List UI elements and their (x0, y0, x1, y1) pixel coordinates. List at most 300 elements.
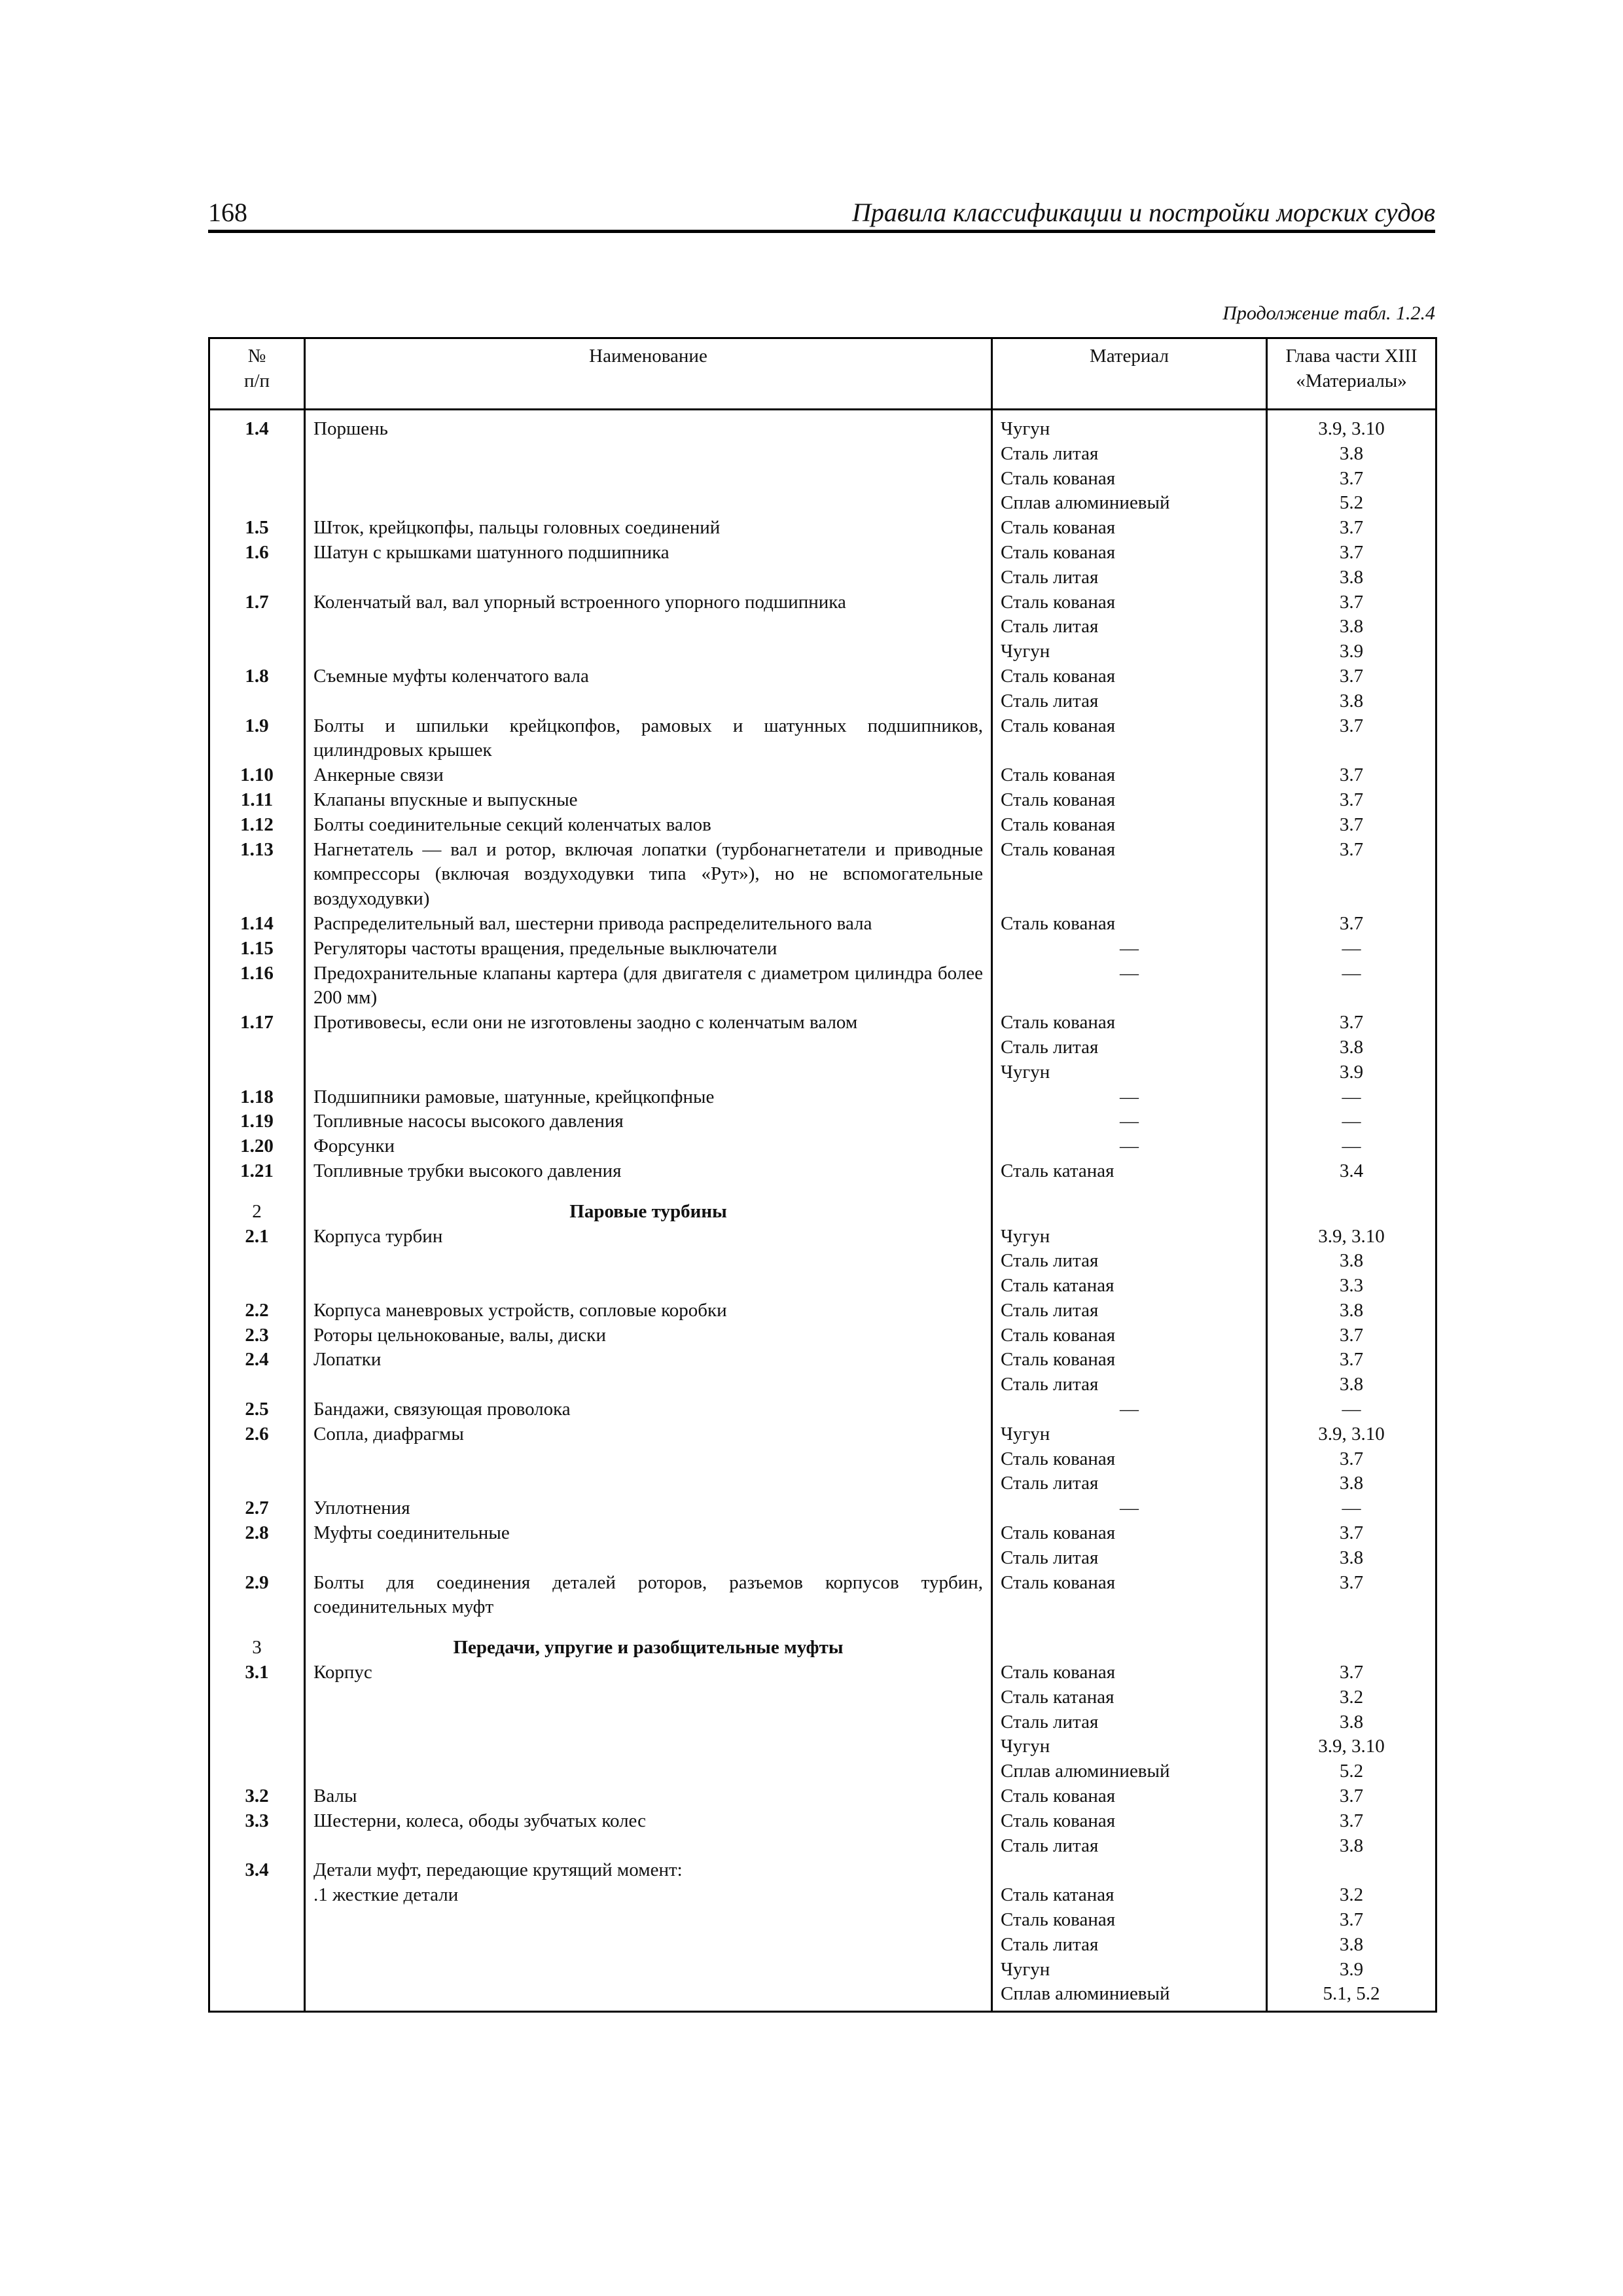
table-header-row (209, 338, 1436, 410)
chapter-value: 3.7 (1339, 1810, 1364, 1831)
material-value: Сталь литая (1001, 1250, 1099, 1272)
material-cell (992, 1159, 1267, 1184)
item-name-text: Шестерни, колеса, ободы зубчатых колес (313, 1810, 647, 1831)
chapter-cell (1267, 1422, 1436, 1496)
material-value: Чугун (1001, 1958, 1050, 1980)
chapter-cell (1267, 1225, 1436, 1299)
item-name-text: Регуляторы частоты вращения, предельные выключатели (313, 937, 777, 959)
chapter-value: 3.7 (1339, 838, 1364, 860)
section-title (305, 1636, 992, 1660)
chapter-cell (1267, 763, 1436, 788)
chapter-value: 3.7 (1339, 1785, 1364, 1807)
material-value: Сталь кованая (1001, 541, 1116, 563)
material-cell (992, 664, 1267, 714)
material-value: — (1120, 1111, 1139, 1132)
item-name (305, 1571, 992, 1621)
row-number: 2.8 (209, 1521, 305, 1571)
row-number: 2.5 (209, 1397, 305, 1422)
spacer-cell (209, 1184, 305, 1200)
material-value: Сталь литая (1001, 442, 1099, 464)
chapter-cell (1267, 1134, 1436, 1159)
table-row (209, 541, 1436, 590)
table-row (209, 1858, 1436, 2011)
material-cell (992, 1571, 1267, 1621)
chapter-value: 3.2 (1339, 1884, 1364, 1906)
item-name (305, 1011, 992, 1085)
material-value: Сталь катаная (1001, 1160, 1115, 1181)
item-name-text: Детали муфт, передающие крутящий момент: (313, 1859, 683, 1881)
chapter-cell (1267, 912, 1436, 937)
chapter-cell (1267, 1348, 1436, 1397)
column-header-material: Материал (992, 338, 1267, 410)
chapter-cell (1267, 1809, 1436, 1859)
table-row (209, 1011, 1436, 1085)
row-number: 1.6 (209, 541, 305, 590)
chapter-value: — (1342, 1086, 1361, 1107)
item-name-text: Корпуса маневровых устройств, сопловые коробки (313, 1299, 727, 1321)
item-name-text: Лопатки (313, 1349, 382, 1371)
item-name-text: Паровые турбины (569, 1200, 727, 1222)
chapter-cell (1267, 516, 1436, 541)
material-cell (992, 1225, 1267, 1299)
table-row (209, 410, 1436, 516)
material-cell (992, 961, 1267, 1011)
table-caption: Продолжение табл. 1.2.4 (1222, 302, 1435, 324)
chapter-value: 3.7 (1339, 1571, 1364, 1593)
table-row (209, 1299, 1436, 1323)
item-name-text: Поршень (313, 418, 388, 439)
chapter-cell (1267, 788, 1436, 813)
material-value: Сталь кованая (1001, 517, 1116, 539)
item-name-text: Анкерные связи (313, 764, 444, 786)
chapter-cell (1267, 1159, 1436, 1184)
item-name (305, 664, 992, 714)
material-cell (992, 1397, 1267, 1422)
item-name-text: Шток, крейцкопфы, пальцы головных соединений (313, 517, 721, 539)
item-name-text: Уплотнения (313, 1498, 410, 1519)
chapter-value: — (1342, 962, 1361, 984)
table-row (209, 937, 1436, 961)
material-value: Сталь кованая (1001, 838, 1116, 860)
table-row (209, 1784, 1436, 1809)
chapter-cell (1267, 410, 1436, 516)
table-row (209, 516, 1436, 541)
item-name-text: Топливные трубки высокого давления (313, 1160, 622, 1181)
material-value: Чугун (1001, 641, 1050, 662)
material-cell (992, 937, 1267, 961)
row-number: 1.15 (209, 937, 305, 961)
table-row (209, 961, 1436, 1011)
material-value: Сталь литая (1001, 1473, 1099, 1494)
row-number: 1.17 (209, 1011, 305, 1085)
chapter-value: 3.7 (1339, 541, 1364, 563)
material-cell (992, 714, 1267, 764)
column-header-number: № п/п (209, 338, 305, 410)
chapter-value: 3.3 (1339, 1275, 1364, 1297)
row-number: 2.2 (209, 1299, 305, 1323)
material-cell (992, 1200, 1267, 1225)
material-cell (992, 1011, 1267, 1085)
table-row (209, 1323, 1436, 1348)
row-number: 1.8 (209, 664, 305, 714)
item-name-text: Передачи, упругие и разобщительные муфты (453, 1637, 844, 1659)
table-row (209, 714, 1436, 764)
chapter-value: 3.7 (1339, 1909, 1364, 1931)
item-subitem: .1 жесткие детали (313, 1884, 459, 1906)
table-row (209, 1348, 1436, 1397)
item-name-text: Распределительный вал, шестерни привода распределительного вала (313, 912, 872, 934)
row-number: 3.1 (209, 1660, 305, 1784)
row-number: 3.3 (209, 1809, 305, 1859)
item-name (305, 788, 992, 813)
chapter-value: — (1342, 1136, 1361, 1157)
chapter-value: 3.9, 3.10 (1318, 1423, 1385, 1444)
chapter-cell (1267, 1496, 1436, 1521)
chapter-value: 3.8 (1339, 442, 1364, 464)
table-row (209, 1085, 1436, 1110)
material-cell (992, 1299, 1267, 1323)
material-value: Сталь кованая (1001, 1909, 1116, 1931)
material-value: — (1120, 937, 1139, 959)
material-value: Сталь литая (1001, 1835, 1099, 1856)
row-number: 1.4 (209, 410, 305, 516)
chapter-value: 3.7 (1339, 1662, 1364, 1683)
chapter-value: 3.7 (1339, 1012, 1364, 1033)
row-number: 1.19 (209, 1109, 305, 1134)
item-name (305, 1496, 992, 1521)
chapter-value: 3.7 (1339, 1349, 1364, 1371)
chapter-value: — (1342, 1399, 1361, 1420)
material-cell (992, 788, 1267, 813)
chapter-cell (1267, 1011, 1436, 1085)
chapter-value: 3.9, 3.10 (1318, 418, 1385, 439)
row-number: 2.3 (209, 1323, 305, 1348)
chapter-value: 3.7 (1339, 467, 1364, 489)
row-number: 1.10 (209, 763, 305, 788)
item-name (305, 1159, 992, 1184)
table-row (209, 1225, 1436, 1299)
item-name (305, 937, 992, 961)
chapter-cell (1267, 838, 1436, 912)
item-name-text: Нагнетатель — вал и ротор, включая лопатки (турбонагнетатели и приводные компрессоры (включая воздуходувки типа «Рут»), но не вспомогательные воздуходувки) (313, 838, 983, 910)
table-row (209, 590, 1436, 664)
row-number: 2.7 (209, 1496, 305, 1521)
item-name (305, 1397, 992, 1422)
table-body (209, 410, 1436, 2012)
material-value (1001, 1858, 1258, 1883)
material-value: Чугун (1001, 1061, 1050, 1083)
material-value: Сталь литая (1001, 616, 1099, 637)
material-value: Сталь кованая (1001, 912, 1116, 934)
item-name-text: Болты для соединения деталей роторов, разъемов корпусов турбин, соединительных муфт (313, 1571, 983, 1618)
column-header-name: Наименование (305, 338, 992, 410)
page-number: 168 (208, 198, 247, 227)
table-row (209, 1809, 1436, 1859)
item-name (305, 838, 992, 912)
material-value: Чугун (1001, 418, 1050, 439)
material-cell (992, 1660, 1267, 1784)
item-name (305, 714, 992, 764)
material-value: Сталь кованая (1001, 467, 1116, 489)
material-cell (992, 813, 1267, 838)
chapter-value: 3.7 (1339, 912, 1364, 934)
chapter-value: 3.7 (1339, 1324, 1364, 1346)
table-row (209, 912, 1436, 937)
row-number: 1.9 (209, 714, 305, 764)
chapter-value: 3.7 (1339, 1522, 1364, 1544)
material-value: Сталь кованая (1001, 1324, 1116, 1346)
material-cell (992, 1422, 1267, 1496)
spacer-cell (992, 1620, 1267, 1636)
table-row (209, 1571, 1436, 1621)
chapter-value: 3.8 (1339, 1374, 1364, 1395)
item-name (305, 763, 992, 788)
spacer-cell (1267, 1620, 1436, 1636)
chapter-value: 3.9 (1339, 1061, 1364, 1083)
row-number: 1.12 (209, 813, 305, 838)
material-cell (992, 1348, 1267, 1397)
row-number: 1.14 (209, 912, 305, 937)
section-row (209, 1200, 1436, 1225)
material-cell (992, 1323, 1267, 1348)
chapter-cell (1267, 1085, 1436, 1110)
spacer-cell (305, 1184, 992, 1200)
item-name-text: Корпус (313, 1662, 372, 1683)
material-cell (992, 1134, 1267, 1159)
chapter-cell (1267, 714, 1436, 764)
chapter-value: 3.7 (1339, 764, 1364, 786)
material-value: Сталь литая (1001, 1711, 1099, 1732)
item-name-text: Бандажи, связующая проволока (313, 1399, 571, 1420)
row-number: 1.5 (209, 516, 305, 541)
item-name (305, 1134, 992, 1159)
material-value: Сталь литая (1001, 1933, 1099, 1955)
material-cell (992, 1858, 1267, 2011)
table-row (209, 1496, 1436, 1521)
chapter-cell (1267, 1636, 1436, 1660)
row-number: 1.16 (209, 961, 305, 1011)
material-value: Сталь кованая (1001, 814, 1116, 835)
material-cell (992, 1809, 1267, 1859)
running-title: Правила классификации и постройки морских судов (851, 198, 1435, 227)
item-name (305, 1809, 992, 1859)
section-title (305, 1200, 992, 1225)
item-name-text: Валы (313, 1785, 357, 1807)
material-value: Сплав алюминиевый (1001, 492, 1170, 514)
material-value: — (1120, 1498, 1139, 1519)
item-name-text: Противовесы, если они не изготовлены заодно с коленчатым валом (313, 1012, 858, 1033)
table-row (209, 1660, 1436, 1784)
material-value: Чугун (1001, 1225, 1050, 1247)
material-cell (992, 410, 1267, 516)
chapter-value: 3.7 (1339, 1448, 1364, 1469)
chapter-cell (1267, 1109, 1436, 1134)
material-value: Сталь катаная (1001, 1884, 1115, 1906)
item-name-text: Подшипники рамовые, шатунные, крейцкопфные (313, 1086, 715, 1107)
material-cell (992, 1109, 1267, 1134)
row-number: 2.6 (209, 1422, 305, 1496)
chapter-value: 3.8 (1339, 1299, 1364, 1321)
item-name (305, 590, 992, 664)
material-value: Сталь кованая (1001, 1662, 1116, 1683)
material-value: Сталь кованая (1001, 715, 1116, 736)
material-value: Сплав алюминиевый (1001, 1983, 1170, 2005)
spacer-row (209, 1184, 1436, 1200)
chapter-cell (1267, 590, 1436, 664)
material-value: Сталь кованая (1001, 665, 1116, 687)
chapter-value: 3.9, 3.10 (1318, 1736, 1385, 1757)
chapter-value: 3.7 (1339, 814, 1364, 835)
item-name (305, 1323, 992, 1348)
page-header (208, 199, 1435, 233)
row-number: 1.13 (209, 838, 305, 912)
chapter-value: 3.7 (1339, 591, 1364, 613)
spacer-cell (305, 1620, 992, 1636)
item-name (305, 1660, 992, 1784)
row-number: 3 (209, 1636, 305, 1660)
chapter-value: 3.8 (1339, 616, 1364, 637)
item-name-text: Болты и шпильки крейцкопфов, рамовых и шатунных подшипников, цилиндровых крышек (313, 715, 983, 761)
row-number: 2.1 (209, 1225, 305, 1299)
material-value: Сталь литая (1001, 1299, 1099, 1321)
row-number: 1.11 (209, 788, 305, 813)
material-cell (992, 838, 1267, 912)
material-value: Сталь кованая (1001, 1448, 1116, 1469)
row-number: 3.4 (209, 1858, 305, 2011)
chapter-value: 3.8 (1339, 1933, 1364, 1955)
material-value: Сталь кованая (1001, 1571, 1116, 1593)
material-cell (992, 763, 1267, 788)
material-value: Сплав алюминиевый (1001, 1761, 1170, 1782)
item-name (305, 410, 992, 516)
chapter-cell (1267, 1323, 1436, 1348)
table-row (209, 1422, 1436, 1496)
header-rule (208, 230, 1435, 233)
chapter-cell (1267, 664, 1436, 714)
item-name (305, 516, 992, 541)
row-number: 2.4 (209, 1348, 305, 1397)
row-number: 1.21 (209, 1159, 305, 1184)
row-number: 1.20 (209, 1134, 305, 1159)
row-number: 3.2 (209, 1784, 305, 1809)
item-name (305, 1521, 992, 1571)
item-name-text: Сопла, диафрагмы (313, 1423, 464, 1444)
chapter-value: — (1342, 1498, 1361, 1519)
material-value: Чугун (1001, 1736, 1050, 1757)
item-name (305, 961, 992, 1011)
material-value: Сталь катаная (1001, 1686, 1115, 1708)
material-value: Сталь кованая (1001, 591, 1116, 613)
chapter-value: 3.8 (1339, 1036, 1364, 1058)
chapter-value: 3.9 (1339, 1958, 1364, 1980)
row-number: 1.18 (209, 1085, 305, 1110)
table-row (209, 1521, 1436, 1571)
row-number: 2 (209, 1200, 305, 1225)
item-name-text: Топливные насосы высокого давления (313, 1111, 624, 1132)
table-row (209, 1159, 1436, 1184)
material-value: — (1120, 1399, 1139, 1420)
table-row (209, 763, 1436, 788)
row-number: 2.9 (209, 1571, 305, 1621)
item-name-text: Роторы цельнокованые, валы, диски (313, 1324, 606, 1346)
chapter-value: 3.8 (1339, 1547, 1364, 1568)
material-value: — (1120, 1086, 1139, 1107)
chapter-value: 3.7 (1339, 517, 1364, 539)
spacer-cell (209, 1620, 305, 1636)
chapter-cell (1267, 961, 1436, 1011)
item-name-text: Клапаны впускные и выпускные (313, 789, 578, 810)
item-name (305, 912, 992, 937)
chapter-value (1275, 1858, 1427, 1883)
material-value: Сталь кованая (1001, 1810, 1116, 1831)
chapter-cell (1267, 937, 1436, 961)
material-value: Сталь кованая (1001, 1785, 1116, 1807)
material-cell (992, 1521, 1267, 1571)
item-name (305, 1422, 992, 1496)
table-row (209, 788, 1436, 813)
chapter-value: — (1342, 937, 1361, 959)
material-cell (992, 1784, 1267, 1809)
material-value: — (1120, 962, 1139, 984)
chapter-value: 3.4 (1339, 1160, 1364, 1181)
item-name (305, 1225, 992, 1299)
chapter-value: 5.1, 5.2 (1323, 1983, 1380, 2005)
item-name (305, 1299, 992, 1323)
chapter-value: — (1342, 1111, 1361, 1132)
item-name (305, 1109, 992, 1134)
chapter-cell (1267, 1571, 1436, 1621)
chapter-value: 3.8 (1339, 566, 1364, 588)
chapter-value: 3.9, 3.10 (1318, 1225, 1385, 1247)
material-value: Сталь литая (1001, 1036, 1099, 1058)
chapter-value: 3.8 (1339, 1473, 1364, 1494)
item-name-text: Коленчатый вал, вал упорный встроенного упорного подшипника (313, 591, 846, 613)
chapter-cell (1267, 1397, 1436, 1422)
material-cell (992, 516, 1267, 541)
chapter-cell (1267, 1299, 1436, 1323)
material-cell (992, 1496, 1267, 1521)
item-name (305, 1348, 992, 1397)
material-value: Сталь кованая (1001, 1522, 1116, 1544)
chapter-value: 3.8 (1339, 1250, 1364, 1272)
table-row (209, 1397, 1436, 1422)
item-name-text: Болты соединительные секций коленчатых валов (313, 814, 711, 835)
material-value: Сталь катаная (1001, 1275, 1115, 1297)
chapter-value: 5.2 (1339, 1761, 1364, 1782)
material-value: Сталь литая (1001, 566, 1099, 588)
chapter-value: 3.8 (1339, 690, 1364, 711)
table-row (209, 664, 1436, 714)
table-row (209, 813, 1436, 838)
column-header-chapter: Глава части XIII «Материалы» (1267, 338, 1436, 410)
chapter-value: 5.2 (1339, 492, 1364, 514)
section-row (209, 1636, 1436, 1660)
material-value: Сталь кованая (1001, 789, 1116, 810)
materials-table (208, 337, 1435, 2013)
material-cell (992, 590, 1267, 664)
item-name (305, 541, 992, 590)
chapter-value: 3.7 (1339, 665, 1364, 687)
table-row (209, 838, 1436, 912)
material-cell (992, 1636, 1267, 1660)
item-name (305, 1858, 992, 2011)
chapter-cell (1267, 1200, 1436, 1225)
chapter-value: 3.8 (1339, 1711, 1364, 1732)
material-value: Сталь литая (1001, 1374, 1099, 1395)
material-value: Сталь литая (1001, 1547, 1099, 1568)
chapter-cell (1267, 1521, 1436, 1571)
item-name-text: Предохранительные клапаны картера (для двигателя с диаметром цилиндра более 200 мм) (313, 962, 983, 1009)
